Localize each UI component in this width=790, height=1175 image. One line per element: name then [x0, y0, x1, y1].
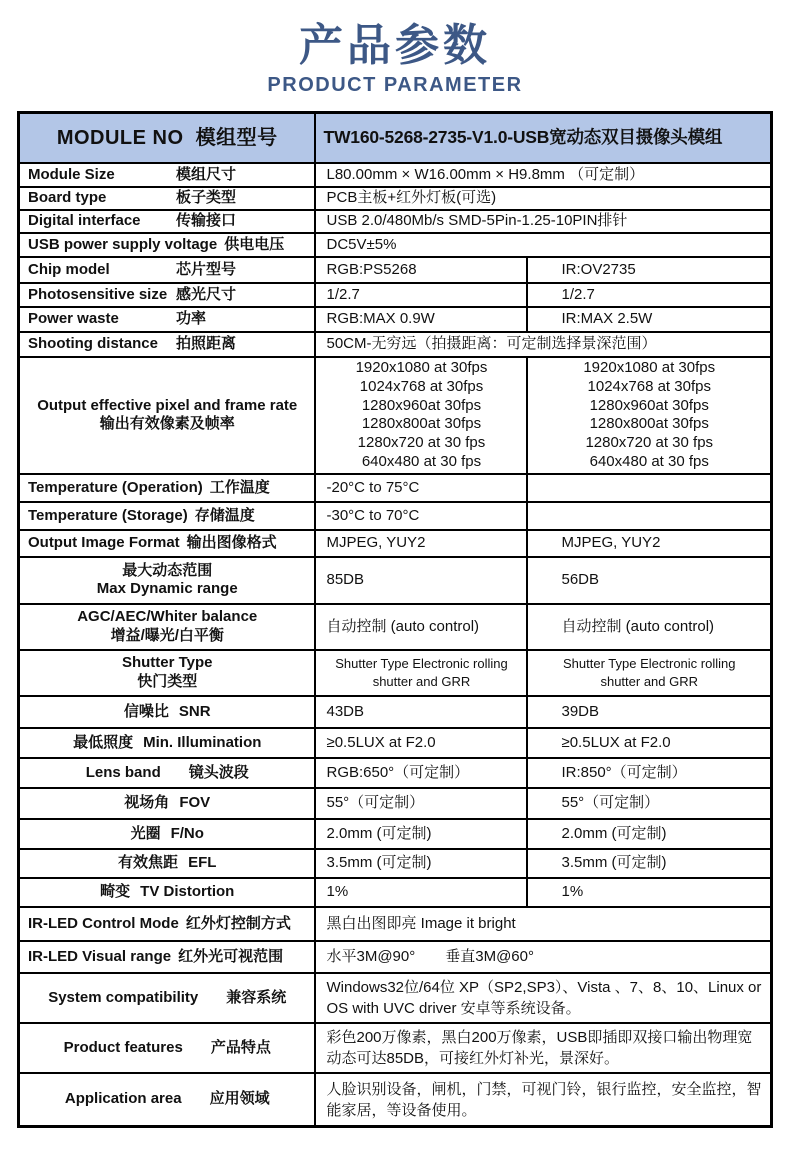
spec-label-en: IR-LED Control Mode: [27, 914, 179, 932]
table-row: [18, 210, 771, 233]
spec-value-line: 1024x768 at 30fps: [359, 377, 484, 395]
spec-label-zh: 拍照距离: [175, 335, 236, 353]
spec-label-zh: 畸变: [100, 883, 131, 901]
spec-label-zh: 视场角: [124, 794, 170, 812]
spec-value-cell: [315, 758, 527, 788]
spec-value-text: 56DB: [561, 571, 600, 589]
spec-value-cell: [527, 530, 771, 557]
spec-label-cell: [18, 187, 315, 210]
spec-value-cell: [527, 696, 771, 728]
page-title: 产品参数: [299, 21, 491, 70]
spec-value-line: 1280x720 at 30 fps: [357, 434, 486, 452]
spec-label-zh: 有效焦距: [118, 854, 179, 872]
spec-label-cell: [18, 210, 315, 233]
spec-label-zh: 供电电压: [224, 235, 285, 253]
spec-value-cell: [527, 283, 771, 307]
spec-value-cell: [315, 878, 527, 907]
spec-label-en: Application area: [64, 1090, 182, 1108]
spec-value-text: 自动控制 (auto control): [326, 617, 480, 635]
spec-label-zh: 最低照度: [73, 733, 134, 751]
table-row: [18, 307, 771, 332]
spec-value-cell: [527, 474, 771, 502]
spec-value-line: 1920x1080 at 30fps: [355, 359, 488, 377]
spec-label-cell: [18, 307, 315, 332]
spec-label-en: Max Dynamic range: [96, 580, 238, 598]
spec-label-en: FOV: [179, 794, 211, 812]
spec-label-cell: [18, 357, 315, 474]
spec-value-line: 1280x960at 30fps: [589, 396, 709, 414]
spec-label-en: USB power supply voltage: [27, 235, 218, 253]
spec-value-cell: [315, 941, 771, 973]
spec-value-text: 3.5mm (可定制): [326, 854, 432, 872]
spec-label-en: SNR: [178, 702, 211, 720]
spec-label-cell: [18, 502, 315, 530]
spec-value-line: 1920x1080 at 30fps: [583, 359, 716, 377]
spec-label-en: Board type: [27, 189, 107, 207]
spec-label-zh: 传输接口: [175, 212, 236, 230]
spec-label-cell: [18, 557, 315, 604]
spec-value-text: RGB:MAX 0.9W: [326, 310, 435, 328]
spec-label-en: Temperature (Operation): [27, 478, 203, 496]
spec-value-line: 1280x720 at 30 fps: [585, 434, 714, 452]
module-no-label-en: MODULE NO: [56, 126, 184, 149]
spec-label-zh: 产品特点: [210, 1038, 271, 1056]
spec-label-en: TV Distortion: [140, 883, 235, 901]
table-row: [18, 1023, 771, 1073]
page-header: [0, 0, 790, 97]
spec-label-en: AGC/AEC/Whiter balance: [77, 608, 258, 626]
spec-value-cell: [315, 357, 527, 474]
spec-label-zh: 工作温度: [209, 478, 270, 496]
spec-value-cell: [315, 650, 527, 696]
table-row: [18, 163, 771, 187]
table-row: [18, 332, 771, 357]
spec-label-zh: 增益/曝光/白平衡: [110, 626, 224, 644]
spec-label-cell: [18, 163, 315, 187]
table-row: [18, 257, 771, 283]
spec-label-zh: 板子类型: [175, 189, 236, 207]
table-row: [18, 530, 771, 557]
spec-value-cell: [527, 728, 771, 758]
spec-value-line: shutter and GRR: [600, 673, 699, 689]
spec-label-zh: 功率: [175, 310, 206, 328]
product-parameter-table: [17, 111, 773, 1128]
spec-value-cell: [315, 849, 527, 878]
spec-label-en: Output Image Format: [27, 534, 180, 552]
spec-value-text: 50CM-无穷远（拍摄距离：可定制选择景深范围）: [326, 335, 657, 353]
spec-value-text: L80.00mm × W16.00mm × H9.8mm （可定制）: [326, 165, 645, 183]
spec-label-cell: [18, 650, 315, 696]
table-row: [18, 187, 771, 210]
table-row: [18, 357, 771, 474]
spec-value-cell: [315, 696, 527, 728]
spec-value-text: ≥0.5LUX at F2.0: [561, 733, 671, 751]
table-row: [18, 941, 771, 973]
spec-label-zh: 镜头波段: [188, 763, 249, 781]
spec-label-en: Chip model: [27, 260, 110, 278]
spec-value-text: 1/2.7: [561, 285, 595, 303]
table-row: [18, 788, 771, 819]
spec-value-text: USB 2.0/480Mb/s SMD-5Pin-1.25-10PIN排针: [326, 212, 628, 230]
spec-value-text: 2.0mm (可定制): [326, 824, 432, 842]
spec-value-line: shutter and GRR: [372, 673, 471, 689]
table-row: [18, 1073, 771, 1127]
spec-label-zh: 快门类型: [137, 672, 198, 690]
spec-label-cell: [18, 973, 315, 1023]
spec-value-text: 2.0mm (可定制): [561, 824, 667, 842]
spec-value-cell: [315, 728, 527, 758]
spec-label-cell: [18, 257, 315, 283]
spec-value-cell: [315, 233, 771, 257]
spec-value-text: MJPEG, YUY2: [326, 534, 426, 552]
spec-label-en: Photosensitive size: [27, 285, 168, 303]
spec-value-cell: [315, 1023, 771, 1073]
spec-value-line: 640x480 at 30 fps: [589, 452, 709, 470]
spec-label-en: Output effective pixel and frame rate: [37, 396, 298, 414]
spec-value-cell: [315, 819, 527, 849]
spec-value-cell: [315, 604, 527, 650]
spec-label-cell: [18, 474, 315, 502]
spec-value-text: 1/2.7: [326, 285, 360, 303]
spec-value-line: Shutter Type Electronic rolling: [563, 656, 736, 672]
spec-value-text: -20°C to 75°C: [326, 478, 420, 496]
spec-value-cell: [527, 788, 771, 819]
spec-label-cell: [18, 788, 315, 819]
table-row: [18, 849, 771, 878]
spec-value-cell: [527, 357, 771, 474]
spec-value-text: Windows32位/64位 XP（SP2,SP3）、Vista 、7、8、10、Linux or OS with UVC driver 安卓等系统设备。: [326, 978, 762, 1017]
spec-value-text: 55°（可定制）: [326, 794, 425, 812]
spec-value-text: 人脸识别设备，闸机，门禁，可视门铃，银行监控，安全监控，智能家居，等设备使用。: [326, 1080, 762, 1119]
spec-value-line: Shutter Type Electronic rolling: [335, 656, 508, 672]
spec-label-cell: [18, 604, 315, 650]
spec-value-cell: [527, 878, 771, 907]
spec-label-en: Power waste: [27, 310, 119, 328]
spec-value-text: 彩色200万像素，黑白200万像素，USB即插即双接口输出物理宽动态可达85DB，可接红外灯补光，景深好。: [326, 1028, 753, 1067]
spec-label-zh: 红外灯控制方式: [185, 914, 291, 932]
spec-value-cell: [315, 307, 527, 332]
spec-label-zh: 模组尺寸: [175, 165, 236, 183]
spec-label-zh: 输出有效像素及帧率: [99, 415, 235, 433]
spec-label-cell: [18, 728, 315, 758]
spec-label-cell: [18, 907, 315, 941]
table-row: [18, 758, 771, 788]
spec-label-en: Min. Illumination: [143, 733, 262, 751]
spec-value-cell: [315, 907, 771, 941]
table-row: [18, 907, 771, 941]
spec-value-text: PCB主板+红外灯板(可选): [326, 189, 497, 207]
spec-label-cell: [18, 283, 315, 307]
spec-value-cell: [315, 474, 527, 502]
spec-label-zh: 红外光可视范围: [178, 947, 284, 965]
spec-value-line: 1280x800at 30fps: [589, 415, 709, 433]
spec-value-text: IR:OV2735: [561, 260, 636, 278]
spec-value-text: 85DB: [326, 571, 365, 589]
table-row: [18, 502, 771, 530]
spec-value-cell: [315, 1073, 771, 1127]
module-no-header-cell: [18, 113, 315, 163]
spec-label-cell: [18, 530, 315, 557]
table-row: [18, 604, 771, 650]
spec-value-cell: [527, 557, 771, 604]
spec-label-cell: [18, 1023, 315, 1073]
spec-label-zh: 输出图像格式: [186, 534, 277, 552]
table-row: [18, 973, 771, 1023]
spec-value-text: DC5V±5%: [326, 235, 397, 253]
spec-value-line: 640x480 at 30 fps: [361, 452, 482, 470]
spec-value-text: ≥0.5LUX at F2.0: [326, 733, 436, 751]
spec-label-en: Product features: [63, 1038, 183, 1056]
spec-label-cell: [18, 696, 315, 728]
spec-value-cell: [527, 849, 771, 878]
table-row: [18, 696, 771, 728]
table-header-row: [18, 113, 771, 163]
spec-value-text: 39DB: [561, 702, 600, 720]
spec-label-en: Shutter Type: [121, 654, 213, 672]
spec-label-en: Digital interface: [27, 212, 141, 230]
spec-value-cell: [527, 819, 771, 849]
spec-label-cell: [18, 332, 315, 357]
spec-value-text: 1%: [561, 883, 584, 901]
spec-value-cell: [527, 758, 771, 788]
spec-value-text: 3.5mm (可定制): [561, 854, 667, 872]
spec-label-zh: 最大动态范围: [122, 561, 213, 579]
spec-value-cell: [527, 604, 771, 650]
spec-label-cell: [18, 849, 315, 878]
spec-label-cell: [18, 819, 315, 849]
spec-value-cell: [315, 332, 771, 357]
spec-label-cell: [18, 758, 315, 788]
spec-value-cell: [315, 163, 771, 187]
spec-label-cell: [18, 878, 315, 907]
spec-value-cell: [315, 187, 771, 210]
spec-label-en: Temperature (Storage): [27, 506, 188, 524]
spec-label-zh: 兼容系统: [226, 988, 287, 1006]
spec-value-text: 自动控制 (auto control): [561, 617, 715, 635]
spec-value-text: 水平3M@90° 垂直3M@60°: [326, 947, 534, 965]
spec-value-cell: [527, 502, 771, 530]
spec-value-cell: [315, 788, 527, 819]
spec-value-text: 黑白出图即亮 Image it bright: [326, 914, 516, 932]
spec-label-en: Module Size: [27, 165, 115, 183]
spec-label-en: EFL: [188, 854, 217, 872]
table-row: [18, 557, 771, 604]
table-row: [18, 474, 771, 502]
table-row: [18, 233, 771, 257]
table-row: [18, 650, 771, 696]
spec-value-cell: [315, 973, 771, 1023]
spec-label-en: Lens band: [85, 763, 161, 781]
spec-value-text: 1%: [326, 883, 349, 901]
spec-value-text: IR:MAX 2.5W: [561, 310, 653, 328]
spec-value-cell: [527, 257, 771, 283]
spec-label-zh: 应用领域: [209, 1090, 270, 1108]
spec-label-cell: [18, 233, 315, 257]
spec-label-zh: 光圈: [130, 824, 161, 842]
spec-value-text: IR:850°（可定制）: [561, 763, 687, 781]
spec-value-line: 1280x960at 30fps: [361, 396, 482, 414]
spec-label-zh: 信噪比: [123, 702, 169, 720]
spec-label-en: System compatibility: [48, 988, 199, 1006]
spec-value-cell: [315, 502, 527, 530]
spec-label-cell: [18, 1073, 315, 1127]
table-row: [18, 878, 771, 907]
spec-label-en: F/No: [170, 824, 204, 842]
spec-label-zh: 存储温度: [194, 506, 255, 524]
spec-value-cell: [315, 557, 527, 604]
spec-value-cell: [315, 283, 527, 307]
spec-value-cell: [315, 210, 771, 233]
spec-value-cell: [527, 307, 771, 332]
spec-value-text: 43DB: [326, 702, 365, 720]
spec-label-zh: 感光尺寸: [175, 285, 236, 303]
spec-value-text: RGB:PS5268: [326, 260, 417, 278]
spec-value-text: MJPEG, YUY2: [561, 534, 661, 552]
spec-label-zh: 芯片型号: [175, 260, 236, 278]
spec-value-cell: [315, 257, 527, 283]
module-no-value-cell: TW160-5268-2735-V1.0-USB宽动态双目摄像头模组: [315, 113, 771, 163]
table-row: [18, 819, 771, 849]
spec-label-cell: [18, 941, 315, 973]
spec-value-line: 1024x768 at 30fps: [587, 377, 711, 395]
spec-label-en: Shooting distance: [27, 335, 158, 353]
spec-value-text: 55°（可定制）: [561, 794, 660, 812]
spec-value-text: RGB:650°（可定制）: [326, 763, 470, 781]
spec-value-text: -30°C to 70°C: [326, 506, 420, 524]
page-subtitle: PRODUCT PARAMETER: [267, 74, 523, 97]
spec-value-cell: [315, 530, 527, 557]
spec-label-en: IR-LED Visual range: [27, 947, 172, 965]
table-row: [18, 283, 771, 307]
table-row: [18, 728, 771, 758]
spec-value-line: 1280x800at 30fps: [361, 415, 482, 433]
module-no-label-zh: 模组型号: [195, 126, 278, 149]
spec-value-cell: [527, 650, 771, 696]
